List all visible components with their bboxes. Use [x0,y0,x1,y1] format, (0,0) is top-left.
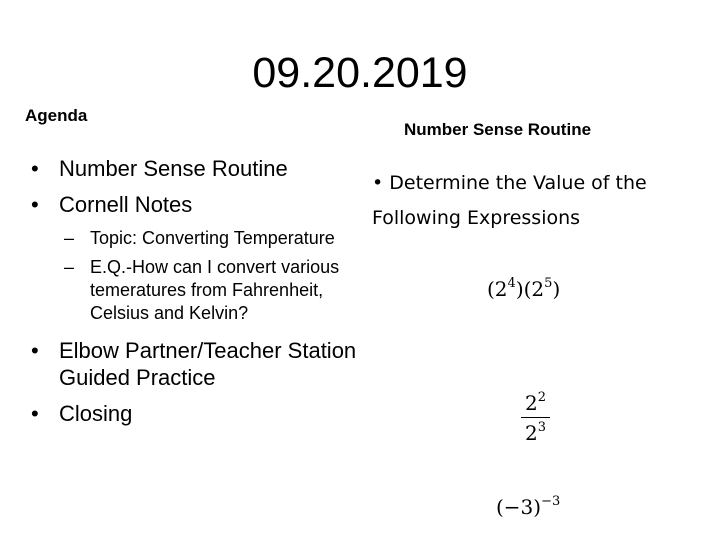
agenda-item-text: Closing [59,401,133,426]
agenda-item-text: Number Sense Routine [59,156,288,181]
agenda-item-text: Cornell Notes [59,192,193,217]
bullet-icon: • [31,156,39,181]
fraction-denominator: $2^3$ [525,420,547,445]
expression-negative-power: $(-3)^{-3}$ [496,494,561,519]
dash-icon: – [64,228,75,248]
number-sense-heading: Number Sense Routine [404,120,592,139]
agenda-item [26,191,361,218]
agenda-item [26,400,361,427]
slide-title: 09.20.2019 [252,49,468,97]
expression-quotient [521,390,550,445]
dash-icon: – [64,257,75,277]
agenda-item [26,155,361,182]
agenda-heading: Agenda [25,106,88,125]
agenda-list [26,155,361,436]
agenda-item [26,337,361,391]
bullet-icon: • [31,338,39,363]
fraction-numerator: $2^2$ [521,390,550,418]
routine-prompt: • Determine the Value of the Following Expressions [372,172,647,229]
agenda-item-text: Elbow Partner/Teacher Station Guided Practice [59,338,357,390]
bullet-icon: • [31,401,39,426]
agenda-subitem [26,227,361,250]
number-sense-panel [368,166,708,236]
fraction [521,390,550,445]
agenda-subitem-text: Topic: Converting Temperature [90,228,335,248]
agenda-subitem-text: E.Q.-How can I convert various temeratures from Fahrenheit, Celsius and Kelvin? [90,257,340,323]
expression-product: $(2^4)(2^5)$ [487,276,561,301]
agenda-subitem [26,256,361,325]
bullet-icon: • [31,192,39,217]
